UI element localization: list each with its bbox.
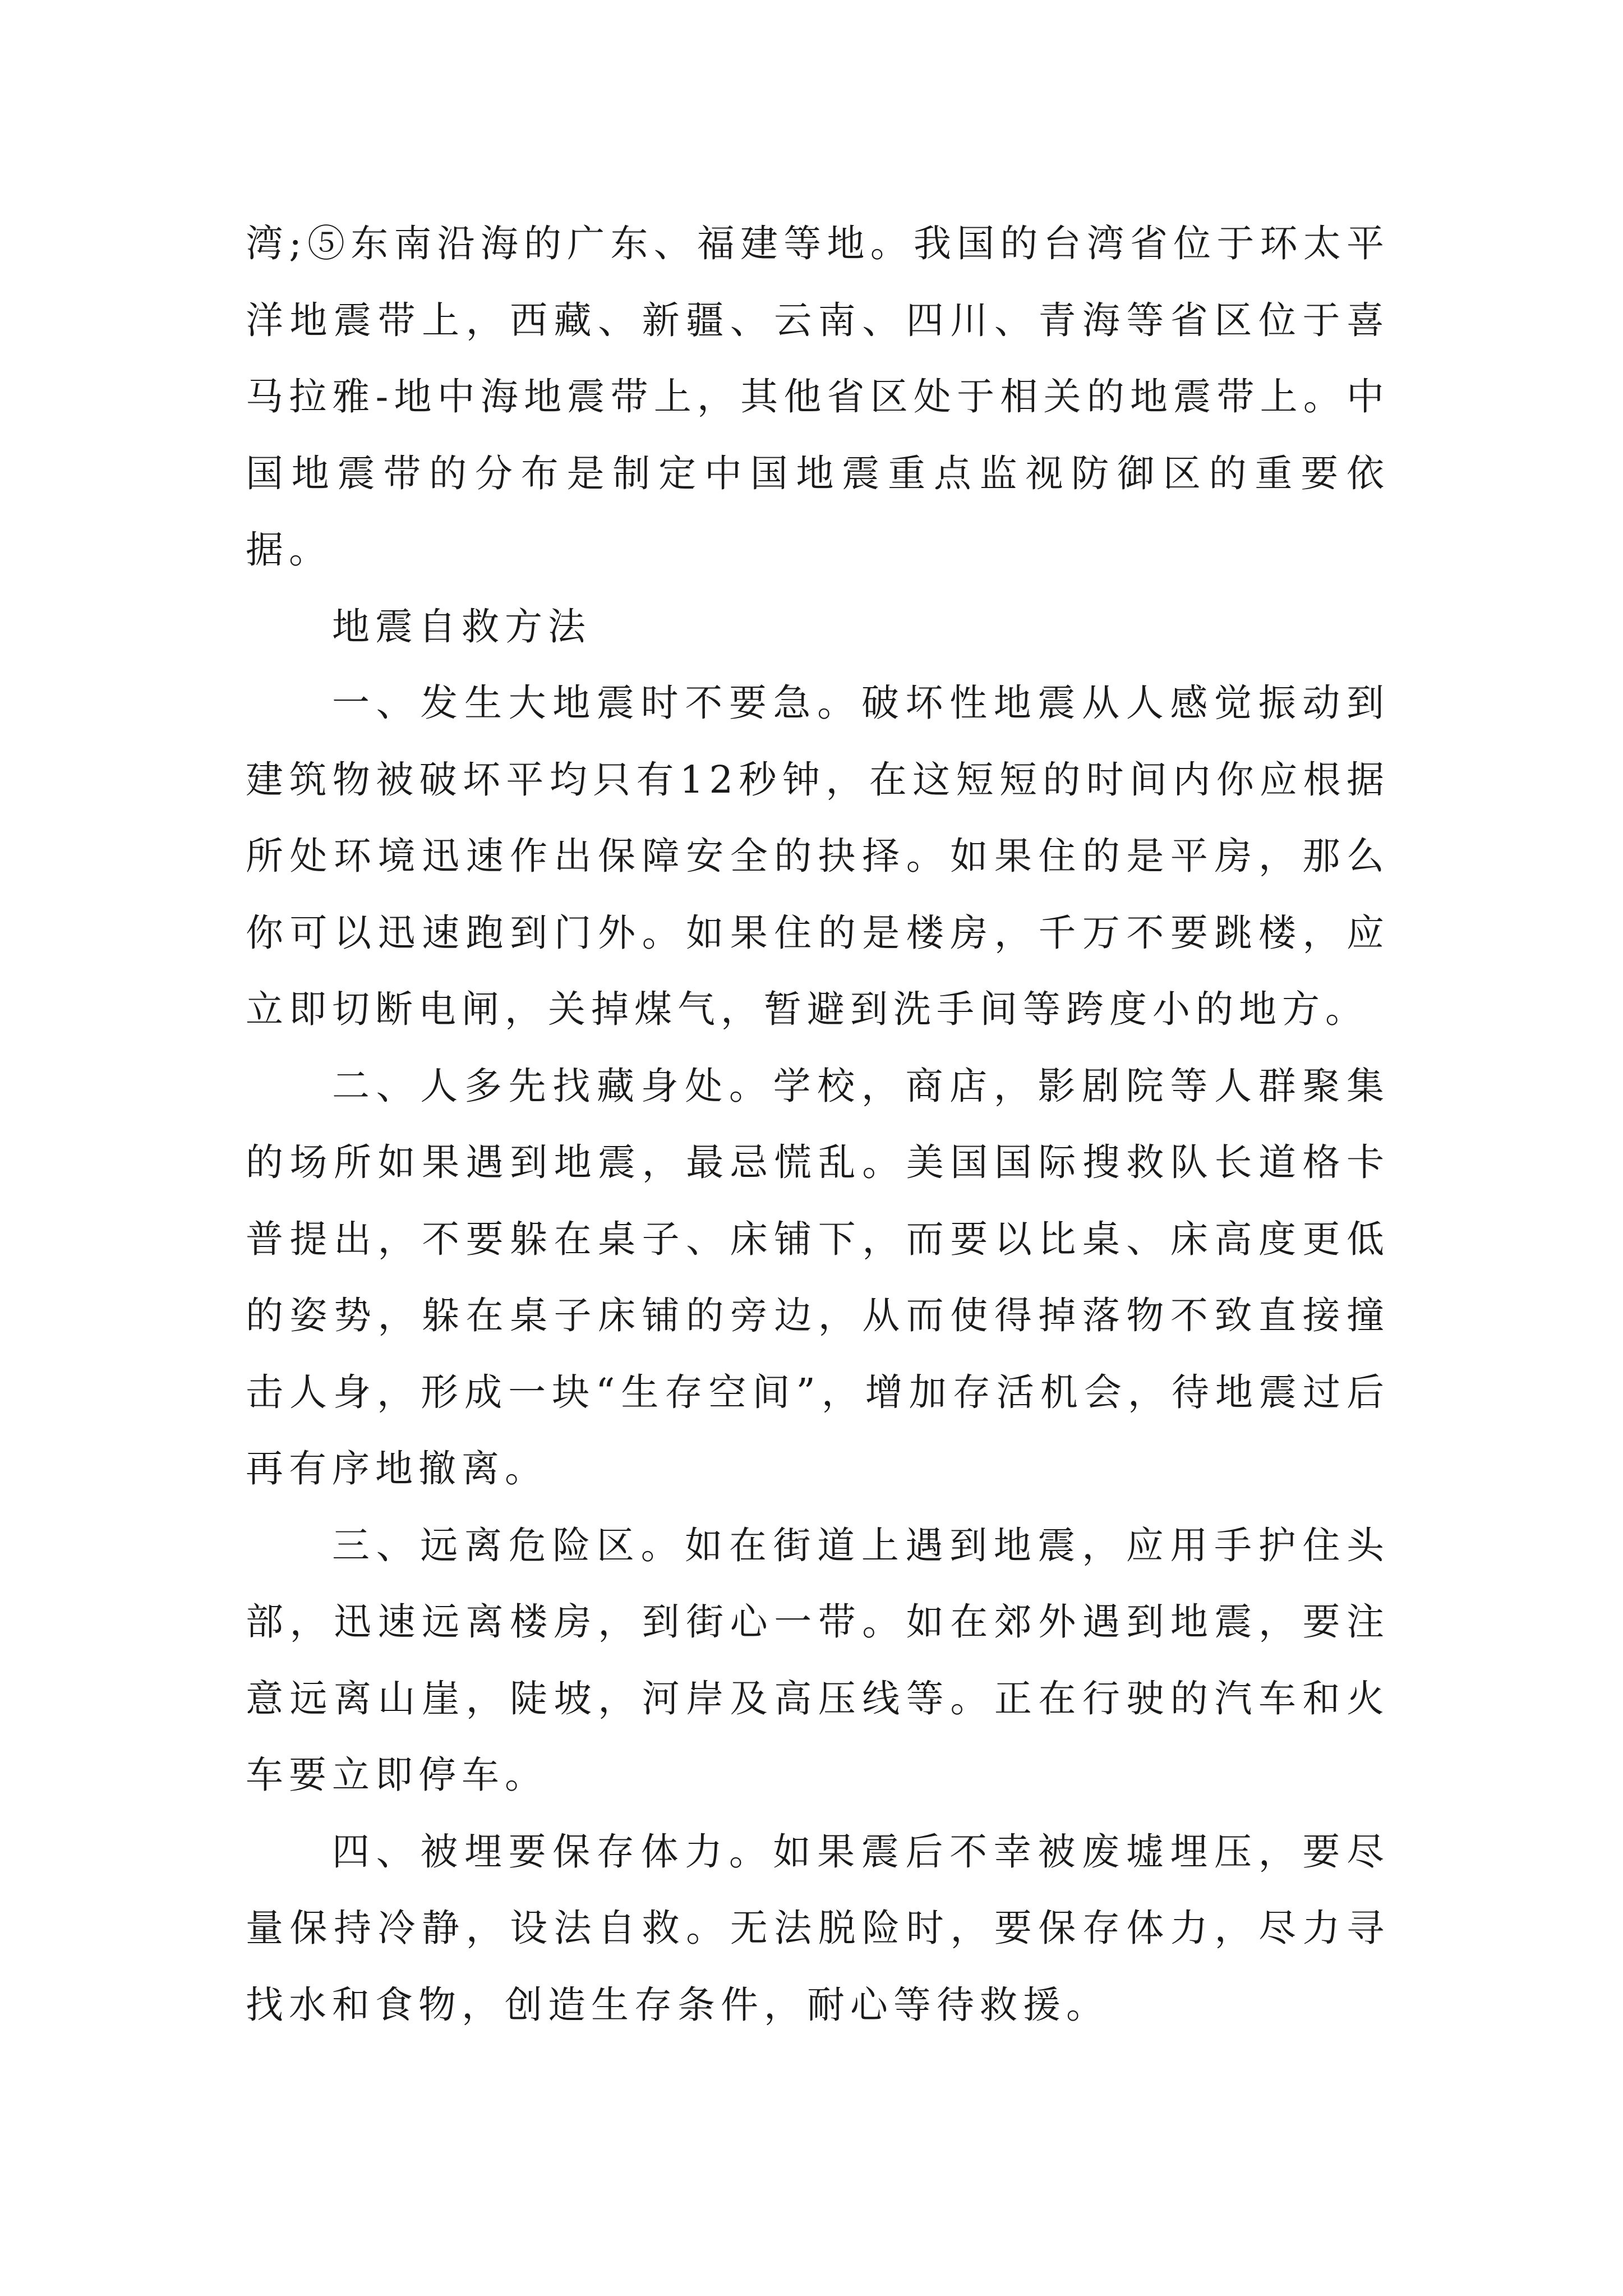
paragraph-item-2: 二、人多先找藏身处。学校，商店，影剧院等人群聚集的场所如果遇到地震，最忌慌乱。美国国际搜救队长道格卡普提出，不要躲在桌子、床铺下，而要以比桌、床高度更低的姿势，躲在桌子床铺的旁边，从而使得掉落物不致直接撞击人身，形成一块“生存空间”，增加存活机会，待地震过后再有序地撤离。	[246, 1064, 1390, 1490]
paragraph-continuation: 湾;⑤东南沿海的广东、福建等地。我国的台湾省位于环太平洋地震带上，西藏、新疆、云南、四川、青海等省区位于喜马拉雅-地中海地震带上，其他省区处于相关的地震带上。中国地震带的分布是制定中国地震重点监视防御区的重要依据。	[246, 222, 1390, 572]
paragraph-item-3: 三、远离危险区。如在街道上遇到地震，应用手护住头部，迅速远离楼房，到街心一带。如在郊外遇到地震，要注意远离山崖，陡坡，河岸及高压线等。正在行驶的汽车和火车要立即停车。	[246, 1523, 1390, 1797]
document-body	[246, 205, 1390, 2043]
section-heading: 地震自救方法	[332, 604, 591, 648]
paragraph-item-1: 一、发生大地震时不要急。破坏性地震从人感觉振动到建筑物被破坏平均只有12秒钟，在这短短的时间内你应根据所处环境迅速作出保障安全的抉择。如果住的是平房，那么你可以迅速跑到门外。如果住的是楼房，千万不要跳楼，应立即切断电闸，关掉煤气，暂避到洗手间等跨度小的地方。	[246, 681, 1390, 1031]
paragraph-item-4: 四、被埋要保存体力。如果震后不幸被废墟埋压，要尽量保持冷静，设法自救。无法脱险时，要保存体力，尽力寻找水和食物，创造生存条件，耐心等待救援。	[246, 1829, 1390, 2027]
